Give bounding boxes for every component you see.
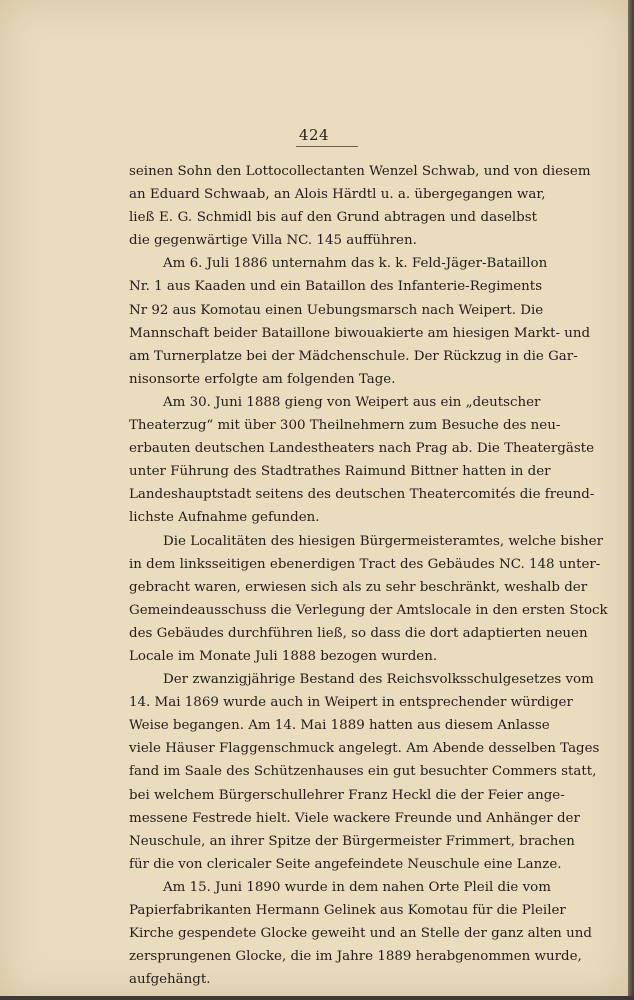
text-line: Landeshauptstadt seitens des deutschen Theatercomités die freund-	[129, 487, 595, 503]
text-line: Neuschule, an ihrer Spitze der Bürgermeister Frimmert, brachen	[129, 833, 575, 849]
text-line: fand im Saale des Schützenhauses ein gut besuchter Commers statt,	[129, 764, 597, 780]
page-number: 424	[298, 126, 330, 144]
text-line: Der zwanzigjährige Bestand des Reichsvolksschulgesetzes vom	[163, 672, 594, 688]
text-line: zersprungenen Glocke, die im Jahre 1889 herabgenommen wurde,	[129, 949, 582, 965]
text-line: am Turnerplatze bei der Mädchenschule. Der Rückzug in die Gar-	[129, 348, 578, 364]
text-line: nisonsorte erfolgte am folgenden Tage.	[129, 371, 396, 387]
text-line: 14. Mai 1869 wurde auch in Weipert in entsprechender würdiger	[129, 695, 573, 711]
text-line: Am 30. Juni 1888 gieng von Weipert aus ein „deutscher	[163, 394, 541, 410]
text-line: Gemeindeausschuss die Verlegung der Amtslocale in den ersten Stock	[129, 602, 608, 618]
text-line: gebracht waren, erwiesen sich als zu sehr beschränkt, weshalb der	[129, 579, 588, 595]
text-line: lichste Aufnahme gefunden.	[129, 510, 320, 526]
text-line: seinen Sohn den Lottocollectanten Wenzel Schwab, und von diesem	[129, 164, 591, 179]
text-line: Die Localitäten des hiesigen Bürgermeisteramtes, welche bisher	[163, 533, 604, 549]
text-line: viele Häuser Flaggenschmuck angelegt. Am Abende desselben Tages	[129, 741, 600, 757]
text-line: für die von clericaler Seite angefeindete Neuschule eine Lanze.	[129, 856, 562, 872]
text-line: Theaterzug“ mit über 300 Theilnehmern zum Besuche des neu-	[129, 418, 561, 434]
text-line: aufgehängt.	[129, 972, 211, 988]
text-line: Nr. 1 aus Kaaden und ein Bataillon des Infanterie-Regiments	[129, 279, 543, 295]
text-line: Weise begangen. Am 14. Mai 1889 hatten aus diesem Anlasse	[129, 718, 550, 734]
text-line: in dem linksseitigen ebenerdigen Tract des Gebäudes NC. 148 unter-	[129, 556, 601, 572]
text-line: die gegenwärtige Villa NC. 145 aufführen.	[129, 233, 417, 249]
text-line: bei welchem Bürgerschullehrer Franz Heckl die der Feier ange-	[129, 787, 565, 803]
text-line: des Gebäudes durchführen ließ, so dass die dort adaptierten neuen	[129, 625, 588, 641]
text-line: Am 15. Juni 1890 wurde in dem nahen Orte Pleil die vom	[163, 879, 551, 895]
text-line: ließ E. G. Schmidl bis auf den Grund abtragen und daselbst	[129, 210, 537, 226]
text-line: Mannschaft beider Bataillone biwouakierte am hiesigen Markt- und	[129, 325, 591, 341]
text-line: unter Führung des Stadtrathes Raimund Bittner hatten in der	[129, 464, 551, 480]
page-number-rule	[296, 146, 358, 147]
body-text	[129, 160, 608, 991]
text-line: Locale im Monate Juli 1888 bezogen wurden.	[129, 648, 438, 664]
text-line: erbauten deutschen Landestheaters nach Prag ab. Die Theatergäste	[129, 441, 594, 457]
page-edge-right	[628, 0, 634, 1000]
text-line: Am 6. Juli 1886 unternahm das k. k. Feld-Jäger-Bataillon	[163, 256, 548, 272]
text-line: Kirche gespendete Glocke geweiht und an Stelle der ganz alten und	[129, 926, 592, 942]
text-line: Nr 92 aus Komotau einen Uebungsmarsch nach Weipert. Die	[129, 302, 544, 318]
text-line: Papierfabrikanten Hermann Gelinek aus Komotau für die Pleiler	[129, 903, 566, 918]
text-line: an Eduard Schwaab, an Alois Härdtl u. a. übergegangen war,	[129, 187, 546, 203]
text-line: messene Festrede hielt. Viele wackere Freunde und Anhänger der	[129, 810, 580, 826]
page-edge-bottom	[0, 996, 634, 1000]
